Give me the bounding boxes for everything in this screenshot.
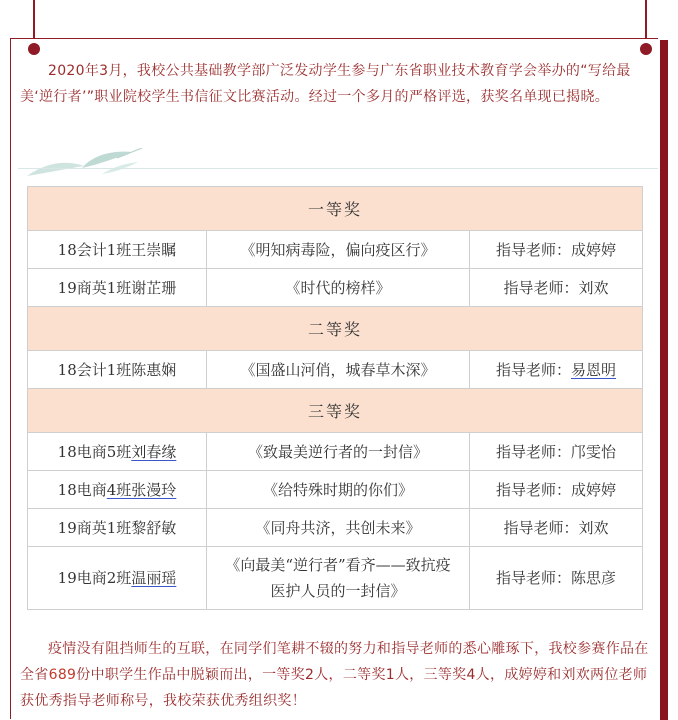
table-row [28,231,643,269]
teacher-label: 指导老师： [503,279,579,297]
table-row [28,471,643,509]
decorative-divider [18,168,658,169]
teacher-cell [470,231,643,269]
leaf-decoration-icon [22,148,142,180]
teacher-cell [470,509,643,547]
student-class: 18电商 [57,481,107,499]
student-class: 18电商5班 [57,443,132,461]
table-row [28,433,643,471]
award-level-title: 一等奖 [28,187,643,231]
intro-paragraph [20,58,650,110]
student-class: 19电商2班 [57,569,132,587]
outro-count: 689 [48,667,77,683]
student-cell [28,471,207,509]
award-section-header [28,389,643,433]
work-title-cell: 《国盛山河俏，城春草木深》 [207,351,470,389]
teacher-cell [470,471,643,509]
student-cell [28,547,207,610]
teacher-cell [470,433,643,471]
student-cell [28,269,207,307]
teacher-name: 成婷婷 [571,481,617,499]
intro-text: 2020年3月，我校公共基础教学部广泛发动学生参与广东省职业技术教育学会举办的“写给最美‘逆行者’”职业院校学生书信征文比赛活动。经过一个多月的严格评选，获奖名单现已揭晓。 [20,63,631,105]
work-title-cell: 《致最美逆行者的一封信》 [207,433,470,471]
work-title-cell: 《明知病毒险，偏向疫区行》 [207,231,470,269]
award-level-title: 三等奖 [28,389,643,433]
awards-table [27,186,643,610]
frame-right-border [660,40,668,720]
table-row [28,547,643,610]
student-cell [28,231,207,269]
outro-text-1: 疫情没有阻挡师生的互联，在同学们笔耕不辍的努力和指导老师的悉心雕琢下，我校参赛作品在全省 [20,641,649,683]
table-row [28,269,643,307]
teacher-cell [470,351,643,389]
student-name-link[interactable]: 温丽瑶 [131,569,177,587]
outro-text-2: 份中职学生作品中脱颖而出，一等奖2人，二等奖1人，三等奖4人，成婷婷和刘欢两位老师获优秀指导老师称号，我校荣获优秀组织奖！ [20,667,648,709]
student-name-link[interactable]: 4班张漫玲 [106,481,177,499]
teacher-name: 邝雯怡 [571,443,617,461]
right-pin-dot [640,43,652,55]
work-title-cell: 《时代的榜样》 [207,269,470,307]
left-pin-dot [28,43,40,55]
student-class: 18会计1班王崇瞩 [57,241,177,259]
teacher-name: 成婷婷 [571,241,617,259]
outro-paragraph [20,636,650,714]
work-title-cell: 《向最美“逆行者”看齐——致抗疫医护人员的一封信》 [207,547,470,610]
teacher-label: 指导老师： [495,481,571,499]
teacher-name[interactable]: 易恩明 [571,361,617,379]
student-class: 19商英1班黎舒敏 [57,519,177,537]
teacher-label: 指导老师： [495,443,571,461]
table-row [28,351,643,389]
teacher-label: 指导老师： [503,519,579,537]
award-level-title: 二等奖 [28,307,643,351]
student-name-link[interactable]: 刘春缘 [131,443,177,461]
work-title-cell: 《同舟共济，共创未来》 [207,509,470,547]
student-cell [28,351,207,389]
table-row [28,509,643,547]
teacher-label: 指导老师： [495,241,571,259]
teacher-label: 指导老师： [495,361,571,379]
teacher-name: 刘欢 [578,519,609,537]
teacher-name: 刘欢 [578,279,609,297]
award-section-header [28,307,643,351]
teacher-cell [470,547,643,610]
award-section-header [28,187,643,231]
student-cell [28,509,207,547]
student-class: 19商英1班谢芷珊 [57,279,177,297]
student-class: 18会计1班陈惠娴 [57,361,177,379]
work-title-cell: 《给特殊时期的你们》 [207,471,470,509]
teacher-label: 指导老师： [495,569,571,587]
student-cell [28,433,207,471]
teacher-name: 陈思彦 [571,569,617,587]
teacher-cell [470,269,643,307]
